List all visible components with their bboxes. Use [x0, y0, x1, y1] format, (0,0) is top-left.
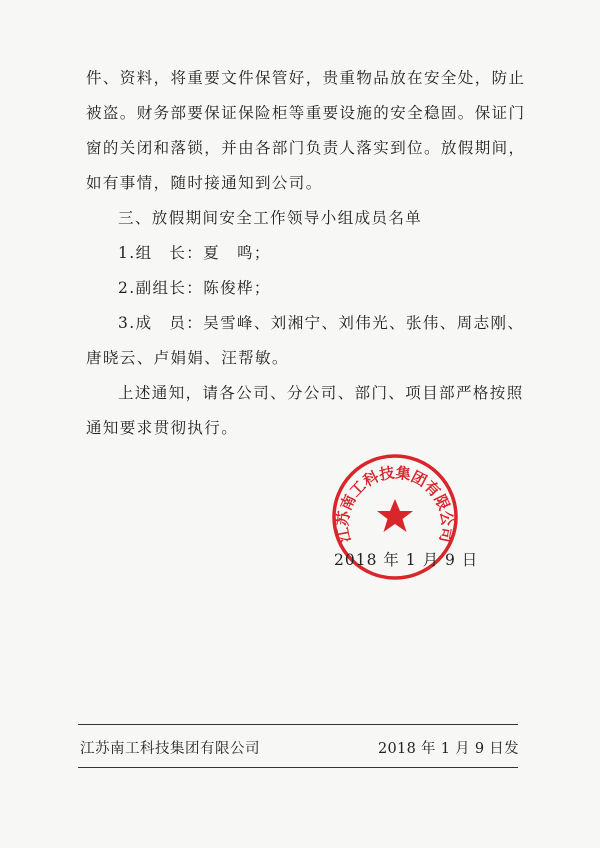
member-list-cont: 唐晓云、卢娟娟、汪帮敏。: [86, 349, 289, 367]
closing-line: 上述通知，请各公司、分公司、部门、项目部严格按照: [118, 384, 524, 402]
member-deputy: 2.副组长：陈俊桦；: [118, 279, 271, 297]
member-leader: 1.组 长：夏 鸣；: [118, 244, 271, 262]
body-line: 窗的关闭和落锁，并由各部门负责人落实到位。放假期间，: [86, 139, 526, 157]
footer-top-rule: [78, 724, 518, 725]
body-line: 被盗。财务部要保证保险柜等重要设施的安全稳固。保证门: [86, 104, 526, 122]
footer-organization: 江苏南工科技集团有限公司: [80, 741, 260, 757]
footer-issue-date: 2018 年 1 月 9 日发: [378, 741, 519, 757]
body-line: 如有事情，随时接通知到公司。: [86, 174, 323, 192]
member-list: 3.成 员：吴雪峰、刘湘宁、刘伟光、张伟、周志刚、: [118, 314, 525, 332]
footer-bottom-rule: [78, 767, 518, 768]
body-line: 件、资料，将重要文件保管好，贵重物品放在安全处，防止: [86, 69, 526, 87]
signature-date: 2018 年 1 月 9 日: [334, 551, 479, 569]
seal-text: 江苏南工科技集团有限公司: [333, 463, 457, 544]
closing-line-cont: 通知要求贯彻执行。: [86, 419, 239, 437]
section-heading: 三、放假期间安全工作领导小组成员名单: [118, 209, 423, 227]
